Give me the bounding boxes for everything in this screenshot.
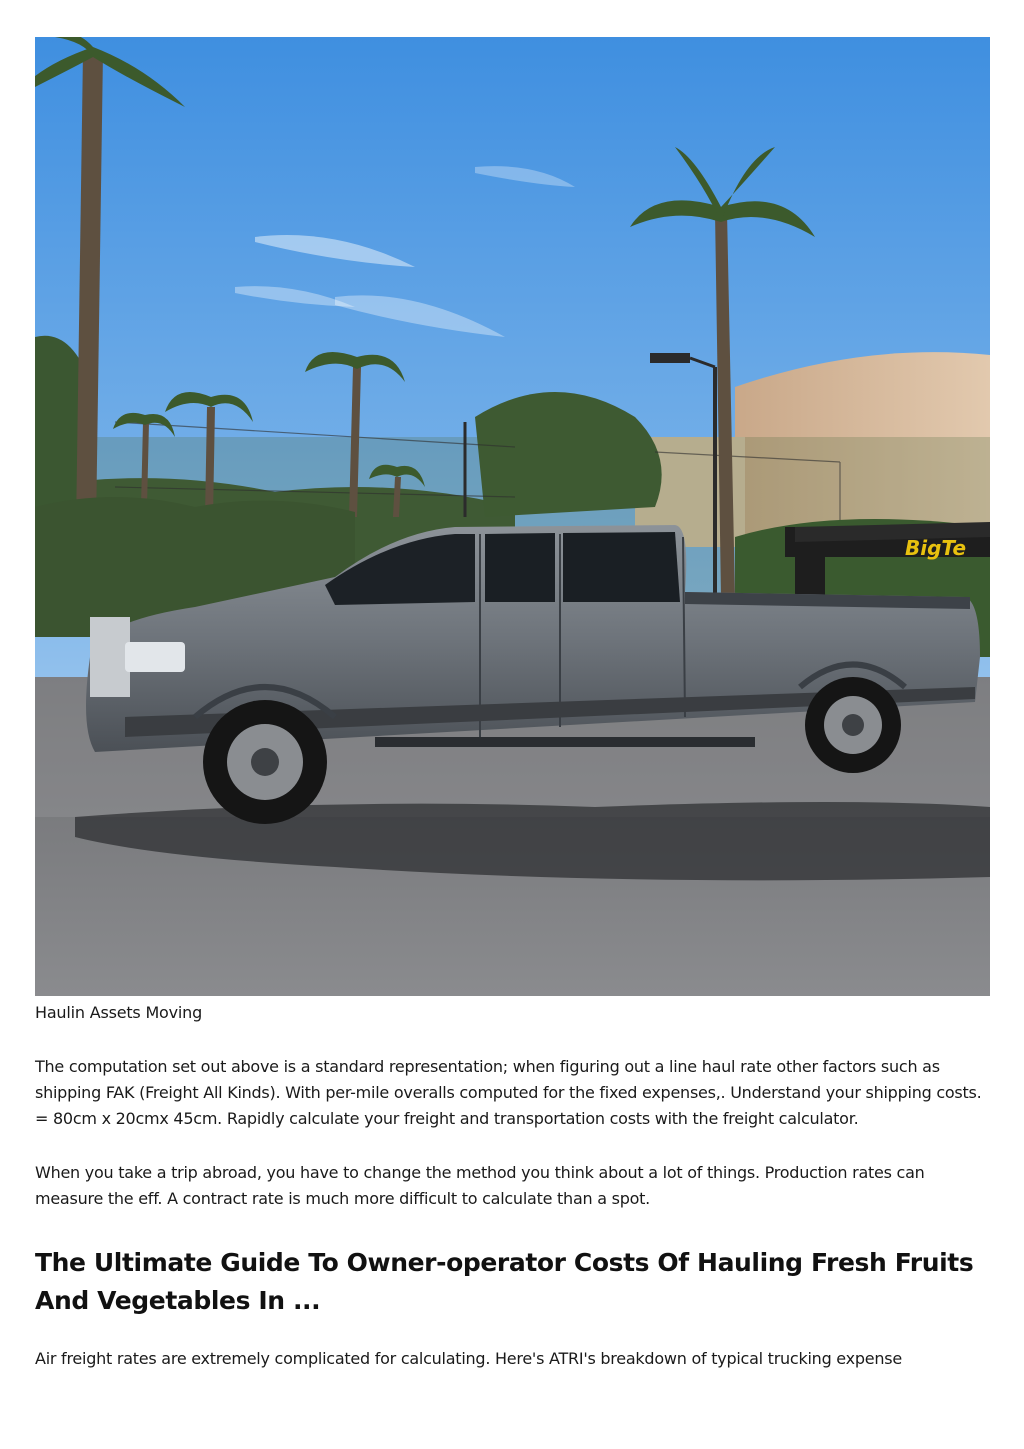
truck-photo: [35, 37, 990, 996]
section-heading: The Ultimate Guide To Owner-operator Costs Of Hauling Fresh Fruits And Vegetables In ...: [35, 1248, 974, 1315]
trailer-brand-text: BigTe: [905, 536, 967, 560]
paragraph-freight-computation: The computation set out above is a standard representation; when figuring out a line haul rate other factors such as shipping FAK (Freight All Kinds). With per-mile overalls computed for the fixed expenses,. Understand your shipping costs. = 80cm x 20cmx 45cm. Rapidly calculate your freight and transportation costs with the freight calculator.: [35, 1057, 982, 1128]
paragraph-trip-abroad: When you take a trip abroad, you have to change the method you think about a lot of things. Production rates can measure the eff. A contract rate is much more difficult to calculate than a spot.: [35, 1163, 925, 1208]
paragraph-air-freight: Air freight rates are extremely complicated for calculating. Here's ATRI's breakdown of typical trucking expense: [35, 1349, 902, 1368]
image-caption: Haulin Assets Moving: [35, 1003, 203, 1022]
article: [35, 37, 990, 1372]
